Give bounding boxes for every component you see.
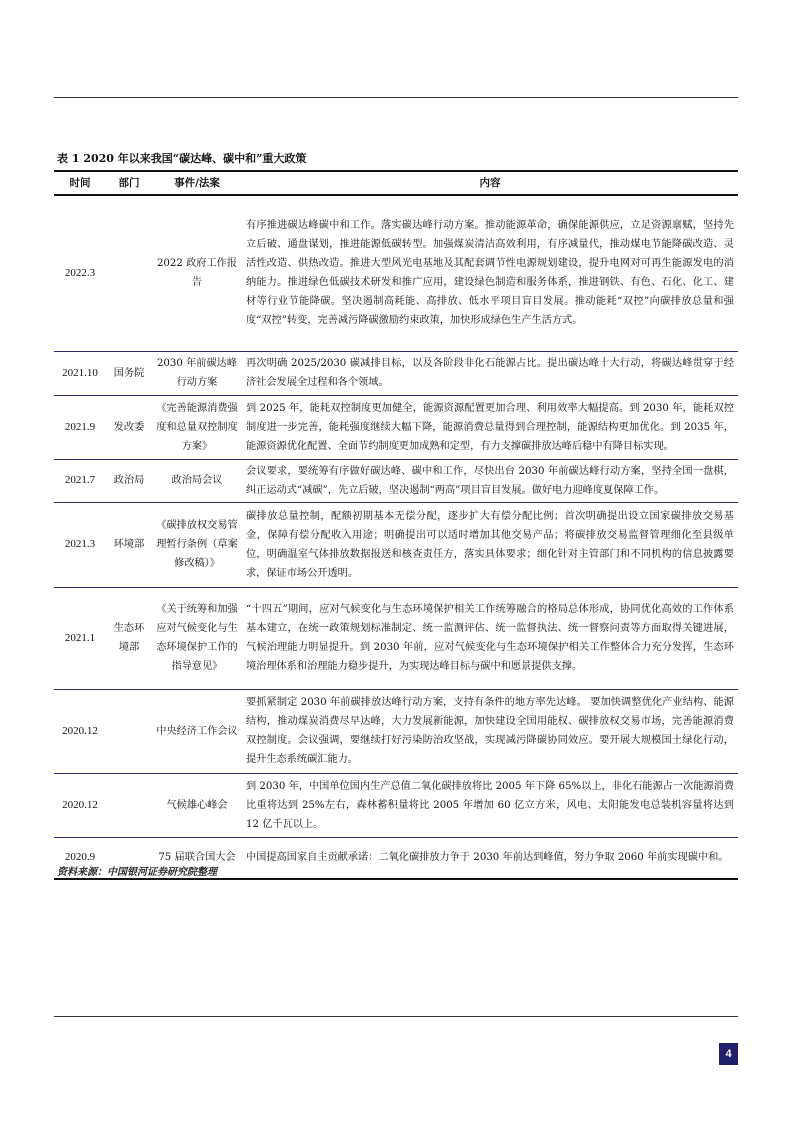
cell-dept: [106, 689, 152, 773]
cell-time: 2021.7: [54, 459, 106, 502]
table-row: [54, 587, 738, 689]
cell-dept: 环境部: [106, 502, 152, 587]
cell-content: 到 2030 年，中国单位国内生产总值二氧化碳排放将比 2005 年下降 65%以上，非化石能源占一次能源消费比重将达到 25%左右，森林蓄积量将比 2005 年增加 60 亿立方米，风电、太阳能发电总装机容量将达到 12 亿千瓦以上。: [242, 773, 738, 837]
cell-dept: 政治局: [106, 459, 152, 502]
cell-content: 再次明确 2025/2030 碳减排目标，以及各阶段非化石能源占比。提出碳达峰十大行动，将碳达峰贯穿于经济社会发展全过程和各个领域。: [242, 351, 738, 395]
table-row: [54, 459, 738, 502]
cell-content: 会议要求，要统筹有序做好碳达峰、碳中和工作，尽快出台 2030 年前碳达峰行动方案，坚持全国一盘棋，纠正运动式“减碳”，先立后破，坚决遏制“两高”项目盲目发展。做好电力迎峰度夏保障工作。: [242, 459, 738, 502]
cell-event: 《关于统筹和加强应对气候变化与生态环境保护工作的指导意见》: [152, 587, 242, 689]
cell-content: “十四五”期间，应对气候变化与生态环境保护相关工作统筹融合的格局总体形成，协同优化高效的工作体系基本建立，在统一政策规划标准制定、统一监测评估、统一监督执法、统一督察问责等方面取得关键进展，气候治理能力明显提升。到 2030 年前，应对气候变化与生态环境保护相关工作整体合力充分发挥，生态环境治理体系和治理能力稳步提升，为实现达峰目标与碳中和愿景提供支撑。: [242, 587, 738, 689]
table-row: [54, 689, 738, 773]
cell-event: 75 届联合国大会: [152, 837, 242, 879]
cell-event: 《完善能源消费强度和总量双控制度方案》: [152, 395, 242, 459]
table-header-row: [54, 171, 738, 195]
header-time: 时间: [54, 171, 106, 195]
policy-table: [54, 170, 738, 880]
table-row: [54, 395, 738, 459]
header-event: 事件/法案: [152, 171, 242, 195]
cell-content: 到 2025 年，能耗双控制度更加健全，能源资源配置更加合理、利用效率大幅提高。到 2030 年，能耗双控制度进一步完善，能耗强度继续大幅下降，能源消费总量得到合理控制，能源结构更加优化。到 2035 年，能源资源优化配置、全面节约制度更加成熟和定型，有力支撑碳排放达峰后稳中有降目标实现。: [242, 395, 738, 459]
footer-rule: [54, 1016, 738, 1017]
cell-event: 中央经济工作会议: [152, 689, 242, 773]
cell-time: 2022.3: [54, 195, 106, 351]
cell-event: 2030 年前碳达峰行动方案: [152, 351, 242, 395]
cell-event: 气候雄心峰会: [152, 773, 242, 837]
cell-content: 有序推进碳达峰碳中和工作。落实碳达峰行动方案。推动能源革命，确保能源供应，立足资源禀赋，坚持先立后破、通盘谋划，推进能源低碳转型。加强煤炭清洁高效利用，有序减量代，推动煤电节能降碳改造、灵活性改造、供热改造。推进大型风光电基地及其配套调节性电源规划建设，提升电网对可再生能源发电的消纳能力。推进绿色低碳技术研发和推广应用，建设绿色制造和服务体系，推进钢铁、有色、石化、化工、建材等行业节能降碳。坚决遏制高耗能、高排放、低水平项目盲目发展。推动能耗“双控”向碳排放总量和强度“双控”转变，完善减污降碳激励约束政策，加快形成绿色生产生活方式。: [242, 195, 738, 351]
cell-time: 2021.10: [54, 351, 106, 395]
header-dept: 部门: [106, 171, 152, 195]
cell-time: 2020.12: [54, 689, 106, 773]
cell-event: 政治局会议: [152, 459, 242, 502]
cell-content: 要抓紧制定 2030 年前碳排放达峰行动方案，支持有条件的地方率先达峰。 要加快调整优化产业结构、能源结构，推动煤炭消费尽早达峰，大力发展新能源，加快建设全国用能权、碳排放权交易市场，完善能源消费双控制度。会议强调，要继续打好污染防治攻坚战，实现减污降碳协同效应。要开展大规模国土绿化行动，提升生态系统碳汇能力。: [242, 689, 738, 773]
table-row: [54, 195, 738, 351]
cell-event: 《碳排放权交易管理暂行条例（草案修改稿）》: [152, 502, 242, 587]
cell-time: 2021.1: [54, 587, 106, 689]
cell-dept: 国务院: [106, 351, 152, 395]
page-number: 4: [719, 1043, 738, 1065]
table-row: [54, 502, 738, 587]
cell-time: 2021.3: [54, 502, 106, 587]
header-content: 内容: [242, 171, 738, 195]
cell-time: 2021.9: [54, 395, 106, 459]
source-note: 资料来源：中国银河证券研究院整理: [57, 867, 217, 878]
cell-content: 中国提高国家自主贡献承诺：二氧化碳排放力争于 2030 年前达到峰值，努力争取 2060 年前实现碳中和。: [242, 837, 738, 879]
cell-time: 2020.12: [54, 773, 106, 837]
cell-dept: [106, 195, 152, 351]
cell-dept: [106, 773, 152, 837]
header-rule: [54, 97, 738, 98]
cell-content: 碳排放总量控制，配额初期基本无偿分配，逐步扩大有偿分配比例；首次明确提出设立国家碳排放交易基金，保障有偿分配收入用途；明确提出可以适时增加其他交易产品；将碳排放交易监督管理细化至县级单位，明确温室气体排放数据报送和核查责任方，落实具体要求；细化针对主管部门和不同机构的信息披露要求，保证市场公开透明。: [242, 502, 738, 587]
cell-time: 2020.9: [54, 837, 106, 879]
cell-dept: 发改委: [106, 395, 152, 459]
table-row: [54, 773, 738, 837]
cell-event: 2022 政府工作报告: [152, 195, 242, 351]
cell-dept: 生态环境部: [106, 587, 152, 689]
table-caption: 表 1 2020 年以来我国“碳达峰、碳中和”重大政策: [57, 152, 307, 165]
table-row: [54, 351, 738, 395]
